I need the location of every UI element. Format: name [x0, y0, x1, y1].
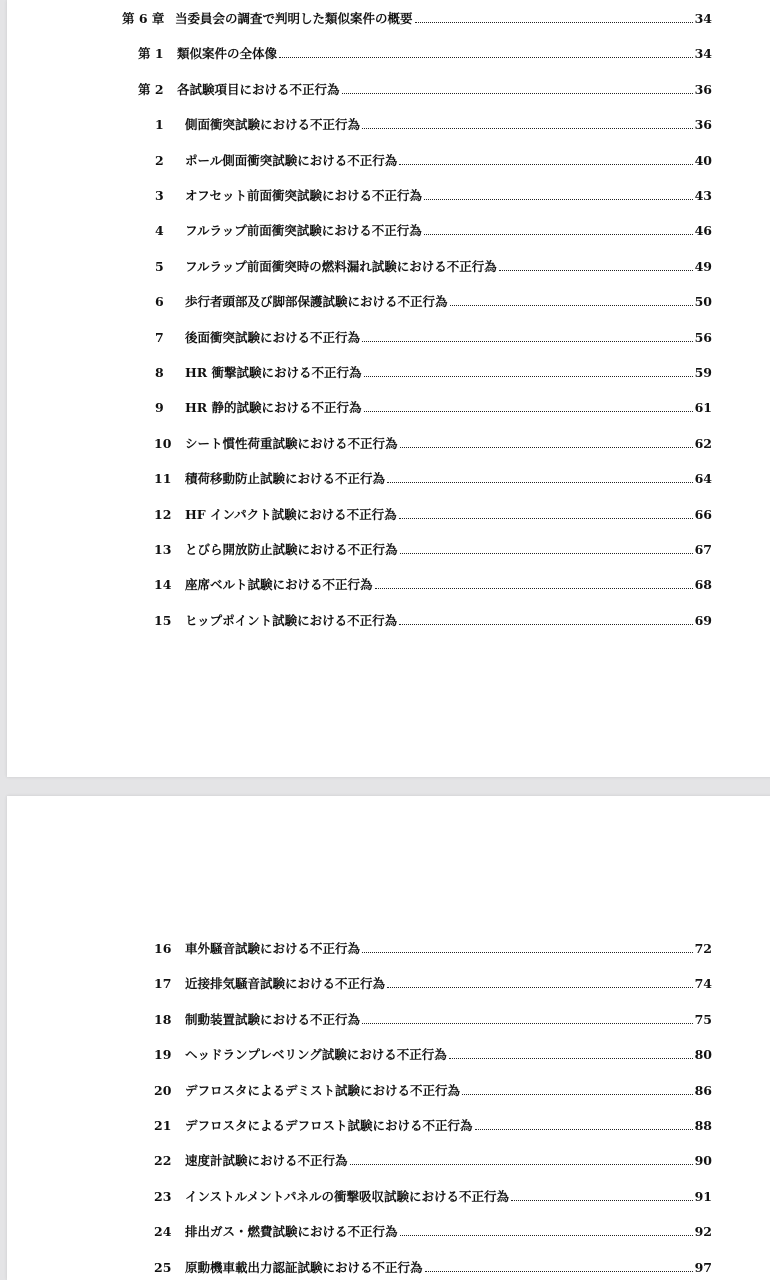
toc-entry-page-number: 74 [694, 976, 712, 992]
toc-entry-number: 2 [155, 152, 164, 168]
toc-entry [154, 575, 712, 593]
toc-entry-title: 当委員会の調査で判明した類似案件の概要 [175, 11, 413, 26]
toc-entry-title: 各試験項目における不正行為 [177, 81, 340, 97]
toc-entry [154, 221, 712, 239]
toc-entry-page-number: 86 [694, 1082, 712, 1098]
toc-entry-number: 15 [154, 612, 172, 628]
toc-entry-page-number: 40 [694, 152, 712, 168]
toc-dot-leader [387, 987, 693, 988]
toc-entry-page-number: 80 [694, 1047, 712, 1063]
toc-entry [154, 1045, 712, 1063]
toc-entry-page-number: 64 [694, 471, 712, 487]
toc-entry-page-number: 34 [694, 11, 712, 26]
toc-entry-page-number: 62 [694, 435, 712, 451]
toc-entry-title: デフロスタによるデミスト試験における不正行為 [185, 1082, 461, 1098]
toc-entry-number: 14 [154, 577, 172, 593]
toc-dot-leader [450, 305, 693, 306]
toc-dot-leader [399, 624, 692, 625]
toc-entry-title: とびら開放防止試験における不正行為 [185, 542, 398, 557]
toc-entry-number: 25 [154, 1259, 172, 1275]
toc-dot-leader [364, 411, 693, 412]
toc-entry-number: 6 [155, 294, 164, 310]
toc-dot-leader [375, 588, 693, 589]
toc-entry-page-number: 69 [694, 612, 712, 628]
toc-entry-title: シート慣性荷重試験における不正行為 [185, 435, 398, 451]
toc-entry-number: 22 [154, 1153, 172, 1169]
toc-entry [154, 611, 712, 629]
toc-entry-page-number: 61 [694, 400, 712, 416]
toc-entry-number: 第 6 章 [122, 11, 165, 26]
toc-dot-leader [462, 1094, 693, 1095]
toc-entry-title: 座席ベルト試験における不正行為 [185, 577, 373, 593]
toc-dot-leader [387, 482, 693, 483]
toc-entry [122, 9, 712, 27]
toc-entry [154, 540, 712, 558]
toc-entry [154, 151, 712, 169]
toc-dot-leader [400, 1235, 693, 1236]
toc-entry-number: 21 [154, 1118, 172, 1133]
toc-entry-number: 9 [155, 400, 164, 416]
toc-entry-number: 18 [154, 1011, 172, 1027]
toc-entry-page-number: 46 [694, 223, 712, 239]
toc-dot-leader [499, 270, 693, 271]
toc-entry-number: 11 [154, 471, 172, 487]
toc-entry-number: 16 [154, 941, 172, 956]
toc-entry-title: 排出ガス・燃費試験における不正行為 [185, 1224, 398, 1240]
toc-entry-title: 類似案件の全体像 [177, 46, 278, 62]
toc-entry-page-number: 75 [694, 1011, 712, 1027]
toc-dot-leader [364, 376, 693, 377]
toc-entry [154, 1081, 712, 1099]
toc-entry-title: 積荷移動防止試験における不正行為 [185, 471, 386, 487]
toc-entry [154, 1222, 712, 1240]
toc-entry-page-number: 90 [694, 1153, 712, 1169]
toc-entry-page-number: 34 [694, 46, 712, 62]
toc-entry-title: デフロスタによるデフロスト試験における不正行為 [185, 1118, 473, 1133]
toc-dot-leader [424, 234, 693, 235]
toc-entry [154, 1187, 712, 1205]
toc-entry [154, 1010, 712, 1028]
toc-entry-title: 速度計試験における不正行為 [185, 1153, 348, 1169]
toc-entry-number: 第 1 [138, 46, 164, 62]
toc-entry-title: インストルメントパネルの衝撃吸収試験における不正行為 [185, 1188, 510, 1204]
toc-dot-leader [399, 518, 693, 519]
toc-entry-number: 13 [154, 542, 172, 557]
toc-entry-number: 19 [154, 1047, 172, 1063]
toc-entry-number: 第 2 [138, 81, 164, 97]
toc-entry-title: ヒップポイント試験における不正行為 [185, 612, 398, 628]
toc-entry-page-number: 59 [694, 365, 712, 380]
toc-entry [154, 1258, 712, 1276]
toc-entry-page-number: 97 [694, 1259, 712, 1275]
toc-entry-title: フルラップ前面衝突試験における不正行為 [185, 223, 422, 239]
toc-dot-leader [511, 1200, 693, 1201]
document-page-1 [7, 0, 770, 777]
toc-entry [154, 257, 712, 275]
toc-entry [154, 939, 712, 957]
toc-entry-number: 10 [154, 435, 172, 451]
toc-entry [138, 80, 712, 98]
toc-entry-title: 歩行者頭部及び脚部保護試験における不正行為 [185, 294, 448, 310]
toc-entry-title: オフセット前面衝突試験における不正行為 [185, 188, 423, 203]
toc-entry-number: 12 [154, 506, 172, 522]
toc-entry-page-number: 66 [694, 506, 712, 522]
toc-dot-leader [449, 1058, 693, 1059]
toc-dot-leader [362, 1023, 693, 1024]
toc-entry-title: 車外騒音試験における不正行為 [185, 941, 361, 956]
toc-entry [138, 44, 712, 62]
toc-dot-leader [400, 447, 693, 448]
toc-entry-title: HF インパクト試験における不正行為 [185, 506, 397, 522]
toc-dot-leader [415, 22, 693, 23]
toc-dot-leader [475, 1129, 693, 1130]
toc-entry [154, 115, 712, 133]
toc-dot-leader [424, 199, 693, 200]
toc-entry-page-number: 56 [694, 329, 712, 345]
toc-entry-number: 7 [155, 329, 164, 345]
toc-dot-leader [425, 1271, 693, 1272]
toc-entry [154, 469, 712, 487]
document-page-2 [7, 796, 770, 1280]
toc-entry-page-number: 68 [694, 577, 712, 593]
toc-entry-title: 後面衝突試験における不正行為 [185, 329, 361, 345]
toc-entry-page-number: 92 [694, 1224, 712, 1240]
toc-entry-title: 原動機車載出力認証試験における不正行為 [185, 1259, 423, 1275]
toc-dot-leader [399, 164, 692, 165]
toc-entry [154, 1151, 712, 1169]
toc-entry [154, 398, 712, 416]
toc-entry [154, 292, 712, 310]
toc-entry-title: フルラップ前面衝突時の燃料漏れ試験における不正行為 [185, 258, 497, 274]
toc-entry-page-number: 50 [694, 294, 712, 310]
toc-entry [154, 505, 712, 523]
toc-entry-page-number: 88 [694, 1118, 712, 1133]
toc-entry-title: ヘッドランプレベリング試験における不正行為 [185, 1047, 447, 1063]
toc-entry-title: HR 衝撃試験における不正行為 [185, 365, 362, 380]
toc-dot-leader [362, 952, 693, 953]
toc-entry-page-number: 72 [694, 941, 712, 956]
toc-entry-title: 近接排気騒音試験における不正行為 [185, 976, 386, 992]
toc-entry-page-number: 43 [694, 188, 712, 203]
toc-dot-leader [350, 1164, 693, 1165]
toc-entry [154, 363, 712, 381]
toc-dot-leader [400, 553, 693, 554]
toc-entry [154, 974, 712, 992]
toc-entry-number: 24 [154, 1224, 172, 1240]
toc-entry-number: 5 [155, 258, 164, 274]
toc-entry-title: HR 静的試験における不正行為 [185, 400, 362, 416]
toc-entry-number: 1 [155, 117, 164, 133]
toc-entry-page-number: 36 [694, 117, 712, 133]
toc-entry-number: 17 [154, 976, 172, 992]
toc-entry-title: ポール側面衝突試験における不正行為 [185, 152, 398, 168]
toc-entry [154, 434, 712, 452]
toc-entry-number: 4 [155, 223, 164, 239]
toc-entry-page-number: 91 [694, 1188, 712, 1204]
toc-entry-title: 制動装置試験における不正行為 [185, 1011, 361, 1027]
toc-entry [154, 186, 712, 204]
toc-dot-leader [362, 128, 693, 129]
toc-dot-leader [362, 341, 693, 342]
toc-dot-leader [279, 57, 693, 58]
toc-entry [154, 1116, 712, 1134]
toc-entry-number: 3 [155, 188, 164, 203]
toc-entry-page-number: 67 [694, 542, 712, 557]
toc-entry [154, 328, 712, 346]
toc-entry-number: 8 [155, 365, 164, 380]
toc-entry-page-number: 36 [694, 81, 712, 97]
toc-entry-number: 20 [154, 1082, 172, 1098]
toc-entry-title: 側面衝突試験における不正行為 [185, 117, 361, 133]
toc-entry-number: 23 [154, 1188, 172, 1204]
toc-entry-page-number: 49 [694, 258, 712, 274]
toc-dot-leader [342, 93, 693, 94]
